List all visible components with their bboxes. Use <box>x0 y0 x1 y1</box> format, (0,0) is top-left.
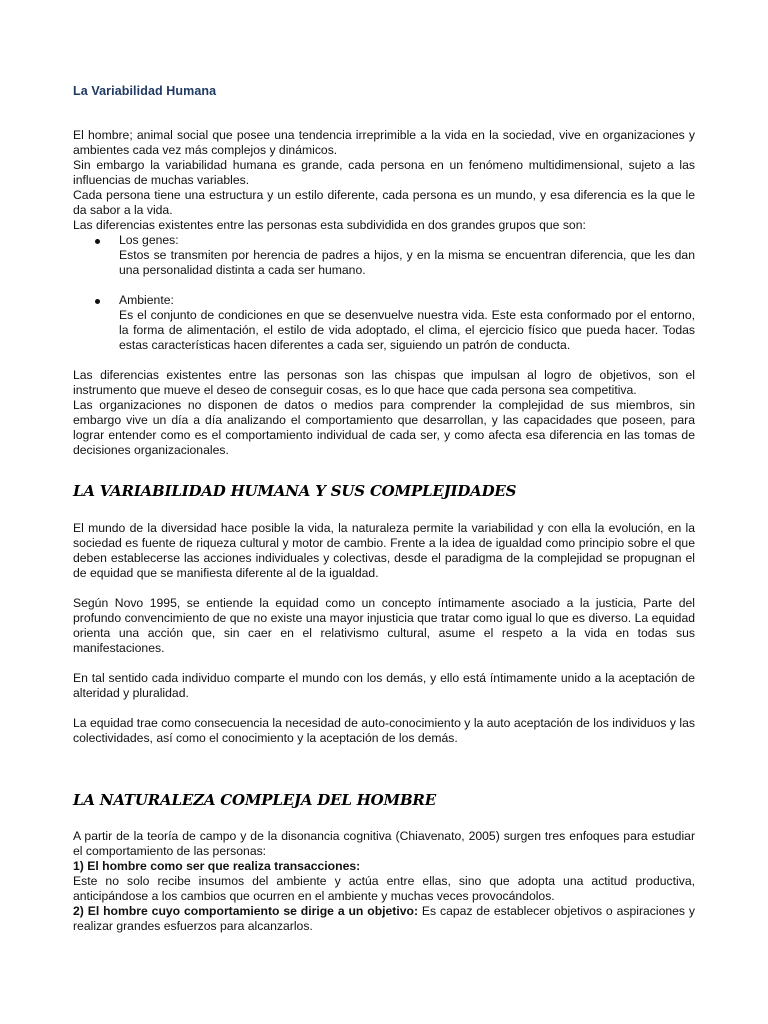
body-paragraph: Según Novo 1995, se entiende la equidad como un concepto íntimamente asociado a la justicia, Parte del profundo convencimiento de que no existe una mayor injusticia que tratar como igual lo que es diverso. La equidad orienta una acción que, sin caer en el relativismo cultural, asume el respeto a la vida en todas sus manifestaciones. <box>73 596 695 655</box>
body-paragraph: A partir de la teoría de campo y de la disonancia cognitiva (Chiavenato, 2005) surgen tres enfoques para estudiar el comportamiento de las personas: <box>73 829 695 858</box>
document-title: La Variabilidad Humana <box>73 84 217 98</box>
body-paragraph: Las diferencias existentes entre las personas son las chispas que impulsan al logro de objetivos, son el instrumento que mueve el deseo de conseguir cosas, es lo que hace que cada persona sea competitiva. <box>73 368 695 397</box>
numbered-item-text: Este no solo recibe insumos del ambiente y actúa entre ellas, sino que adopta una actitud productiva, anticipándose a los cambios que ocurren en el ambiente y muchas veces provocándolos. <box>73 874 695 903</box>
numbered-item-text: Es capaz de establecer objetivos o aspiraciones y realizar grandes esfuerzos para alcanzarlos. <box>73 904 695 933</box>
numbered-item-label: 2) El hombre cuyo comportamiento se dirige a un objetivo: <box>73 904 419 918</box>
body-paragraph: El mundo de la diversidad hace posible la vida, la naturaleza permite la variabilidad y con ella la evolución, en la sociedad es fuente de riqueza cultural y motor de cambio. Frente a la idea de igualdad como principio sobre el que deben establecerse las acciones individuales y colectivas, desde el paradigma de la complejidad se propugnan el de equidad que se manifiesta diferente al de la igualdad. <box>73 521 695 580</box>
section2-body <box>73 829 695 934</box>
body-paragraph: En tal sentido cada individuo comparte el mundo con los demás, y ello está íntimamente unido a la aceptación de alteridad y pluralidad. <box>73 671 695 700</box>
section-heading: LA VARIABILIDAD HUMANA Y SUS COMPLEJIDADES <box>73 482 517 500</box>
intro-paragraph: El hombre; animal social que posee una tendencia irreprimible a la vida en la sociedad, vive en organizaciones y ambientes cada vez más complejos y dinámicos. <box>73 128 695 157</box>
intro-section <box>73 128 695 458</box>
bullet-text: Es el conjunto de condiciones en que se desenvuelve nuestra vida. Este esta conformado por el entorno, la forma de alimentación, el estilo de vida adoptado, el clima, el ejercicio físico que pueda hacer. Todas estas características hacen diferentes a cada ser, siguiendo un patrón de conducta. <box>119 308 695 352</box>
intro-paragraph: Sin embargo la variabilidad humana es grande, cada persona en un fenómeno multidimensional, sujeto a las influencias de muchas variables. <box>73 158 695 187</box>
numbered-item <box>73 904 695 934</box>
intro-paragraph: Las diferencias existentes entre las personas esta subdividida en dos grandes grupos que son: <box>73 218 586 232</box>
intro-paragraph: Cada persona tiene una estructura y un estilo diferente, cada persona es un mundo, y esa diferencia es la que le da sabor a la vida. <box>73 188 695 217</box>
bullet-icon <box>95 239 100 244</box>
bullet-icon <box>95 299 100 304</box>
body-paragraph: La equidad trae como consecuencia la necesidad de auto-conocimiento y la auto aceptación de los individuos y las colectividades, así como el conocimiento y la aceptación de los demás. <box>73 716 695 745</box>
bullet-title: Ambiente: <box>119 293 174 307</box>
bullet-list <box>73 233 695 353</box>
section-heading: LA NATURALEZA COMPLEJA DEL HOMBRE <box>73 791 436 809</box>
body-paragraph: Las organizaciones no disponen de datos o medios para comprender la complejidad de sus miembros, sin embargo vive un día a día analizando el comportamiento que desarrollan, y las capacidades que poseen, para lograr entender como es el comportamiento individual de cada ser, y como afecta esa diferencia en las tomas de decisiones organizacionales. <box>73 398 695 457</box>
numbered-item-label: 1) El hombre como ser que realiza transacciones: <box>73 859 361 873</box>
list-item <box>73 278 695 353</box>
bullet-text: Estos se transmiten por herencia de padres a hijos, y en la misma se encuentran diferencia, que les dan una personalidad distinta a cada ser humano. <box>119 248 695 277</box>
bullet-title: Los genes: <box>119 233 179 247</box>
list-item <box>73 233 695 278</box>
section1-body <box>73 521 695 746</box>
